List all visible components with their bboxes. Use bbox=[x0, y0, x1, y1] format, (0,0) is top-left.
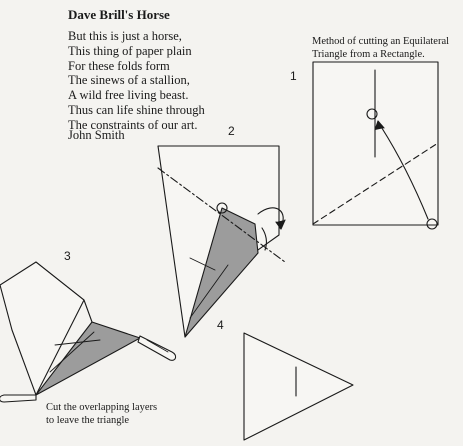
poem-line: For these folds form bbox=[68, 58, 170, 73]
poem-title: Dave Brill's Horse bbox=[68, 7, 170, 22]
poem-line: The sinews of a stallion, bbox=[68, 73, 190, 88]
step-number-3: 3 bbox=[64, 249, 71, 263]
method-caption bbox=[312, 36, 449, 61]
cut-caption-line: to leave the triangle bbox=[46, 414, 130, 426]
poem-line: But this is just a horse, bbox=[68, 29, 182, 43]
method-caption-line: Triangle from a Rectangle. bbox=[312, 48, 425, 60]
knife-icon-lower bbox=[0, 395, 36, 402]
poem-line: The constraints of our art. bbox=[68, 117, 198, 132]
poem-line: Thus can life shine through bbox=[68, 102, 205, 117]
poem-body bbox=[68, 29, 205, 133]
step1-rectangle bbox=[313, 62, 438, 229]
knife-icon bbox=[138, 336, 176, 360]
step2-folded-paper bbox=[158, 146, 285, 337]
step-number-4: 4 bbox=[217, 318, 224, 332]
poem-author: John Smith bbox=[68, 128, 125, 142]
step3-folded-paper bbox=[0, 262, 176, 402]
step4-triangle bbox=[244, 333, 353, 440]
poem-line: A wild free living beast. bbox=[68, 88, 189, 103]
step-number-2: 2 bbox=[228, 124, 235, 138]
cut-caption bbox=[46, 402, 157, 427]
poem-line: This thing of paper plain bbox=[68, 43, 192, 58]
step-number-1: 1 bbox=[290, 69, 297, 83]
cut-caption-line: Cut the overlapping layers bbox=[46, 402, 158, 413]
method-caption-line: Method of cutting an Equilateral bbox=[312, 36, 450, 47]
